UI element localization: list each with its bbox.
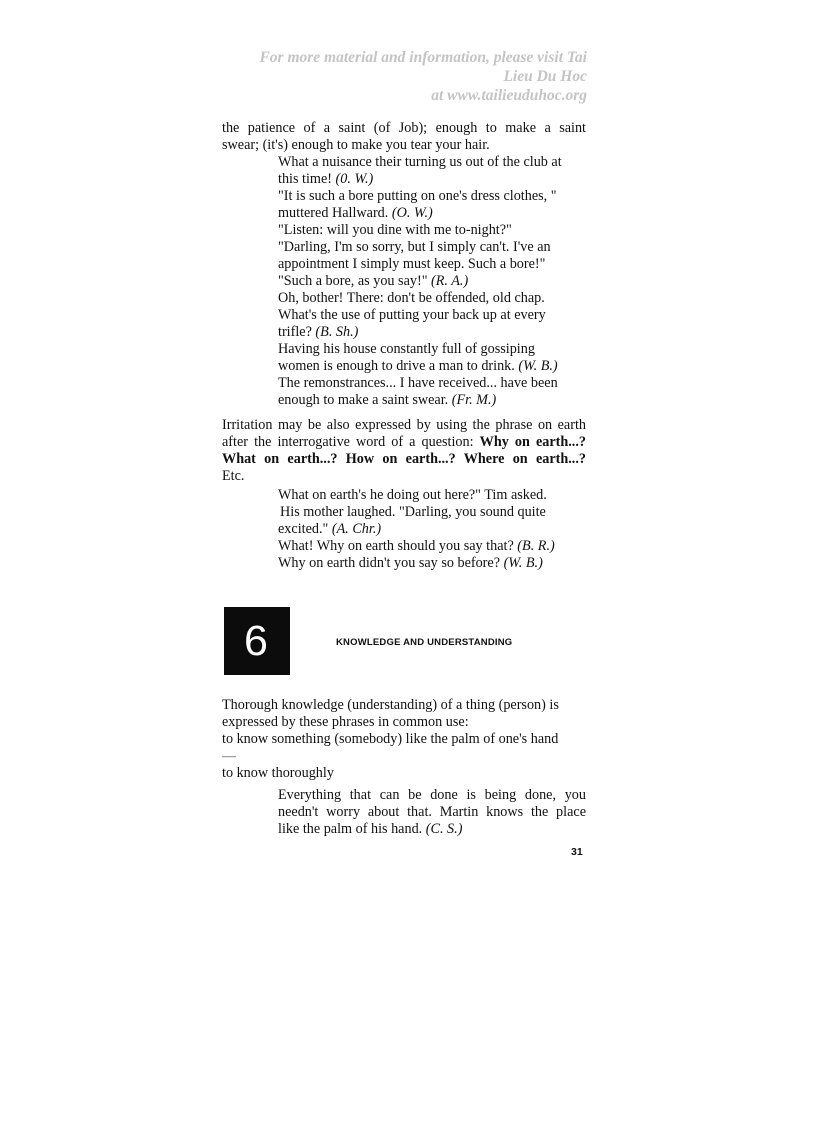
example-line: [278, 538, 555, 555]
example-line: [278, 188, 562, 205]
example-line: [278, 504, 555, 521]
text-line: to know something (somebody) like the palm of one's hand: [222, 731, 559, 747]
example-line: [278, 392, 562, 409]
example-line: [278, 205, 562, 222]
text-bold: Why on earth...?: [479, 434, 586, 450]
example-line: [278, 804, 586, 821]
text-line: Etc.: [222, 468, 245, 484]
example-text: What's the use of putting your back up at every: [278, 307, 546, 323]
example-text: The remonstrances... I have received... have been: [278, 375, 558, 391]
text-line: expressed by these phrases in common use:: [222, 714, 469, 730]
watermark: [187, 48, 587, 105]
example-text: this time!: [278, 171, 336, 187]
example-line: [278, 821, 586, 838]
example-text: "It is such a bore putting on one's dress clothes, ": [278, 188, 557, 204]
example-line: [278, 239, 562, 256]
source-citation: (C. S.): [425, 821, 463, 837]
source-citation: (R. A.): [431, 273, 469, 289]
text-line: swear; (it's) enough to make you tear your hair.: [222, 137, 490, 153]
example-text: "Such a bore, as you say!": [278, 273, 432, 289]
text-line: [222, 434, 586, 451]
example-line: [278, 341, 562, 358]
example-text: "Darling, I'm so sorry, but I simply can't. I've an: [278, 239, 551, 255]
text-line: to know thoroughly: [222, 765, 334, 781]
example-text: What! Why on earth should you say that?: [278, 538, 518, 554]
example-text: What on earth's he doing out here?" Tim asked.: [278, 487, 547, 503]
source-citation: (B. Sh.): [315, 324, 359, 340]
example-text: excited.": [278, 521, 332, 537]
example-text: Oh, bother! There: don't be offended, old chap.: [278, 290, 545, 306]
irritation-paragraph: [222, 417, 586, 485]
example-block: [278, 487, 555, 572]
example-text: needn't worry about that. Martin knows the place: [278, 804, 586, 820]
example-line: [278, 555, 555, 572]
example-line: [278, 290, 562, 307]
example-line: [278, 171, 562, 188]
section-title: KNOWLEDGE AND UNDERSTANDING: [336, 637, 513, 648]
example-line: [278, 273, 562, 290]
example-text: appointment I simply must keep. Such a bore!": [278, 256, 546, 272]
text-plain: after the interrogative word of a question:: [222, 434, 480, 450]
watermark-line: at www.tailieuduhoc.org: [431, 87, 587, 104]
example-line: [278, 787, 586, 804]
source-citation: (B. R.): [517, 538, 555, 554]
text-line: Irritation may be also expressed by using the phrase on earth: [222, 417, 586, 433]
watermark-line: For more material and information, please visit Tai: [259, 49, 587, 66]
source-citation: (Fr. M.): [451, 392, 497, 408]
example-text: enough to make a saint swear.: [278, 392, 452, 408]
example-text: Everything that can be done is being done, you: [278, 787, 586, 803]
source-citation: (W. B.): [518, 358, 558, 374]
example-line: [278, 521, 555, 538]
example-block: [278, 787, 586, 838]
example-line: [278, 375, 562, 392]
page-number: 31: [571, 846, 583, 858]
example-text: Having his house constantly full of gossiping: [278, 341, 535, 357]
example-line: [278, 487, 555, 504]
example-text: women is enough to drive a man to drink.: [278, 358, 519, 374]
text-bold: What on earth...? How on earth...? Where on earth...?: [222, 451, 586, 467]
example-line: [278, 307, 562, 324]
example-text: muttered Hallward.: [278, 205, 392, 221]
example-block: [278, 154, 562, 409]
intro-paragraph: [222, 120, 586, 154]
example-line: [278, 324, 562, 341]
example-text: like the palm of his hand.: [278, 821, 426, 837]
example-text: His mother laughed. "Darling, you sound quite: [280, 504, 546, 520]
example-line: [278, 358, 562, 375]
example-text: trifle?: [278, 324, 316, 340]
text-line: Thorough knowledge (understanding) of a thing (person) is: [222, 697, 559, 713]
example-line: [278, 256, 562, 273]
text-line: the patience of a saint (of Job); enough to make a saint: [222, 120, 586, 136]
watermark-line: Lieu Du Hoc: [503, 68, 587, 85]
example-text: Why on earth didn't you say so before?: [278, 555, 504, 571]
definition-line: [222, 765, 586, 782]
example-text: "Listen: will you dine with me to-night?": [278, 222, 512, 238]
section-number: 6: [244, 617, 268, 665]
text-line: [222, 451, 586, 468]
section-number-badge: [224, 607, 290, 675]
knowledge-paragraph: [222, 697, 586, 748]
example-line: [278, 222, 562, 239]
example-text: What a nuisance their turning us out of the club at: [278, 154, 562, 170]
source-citation: (O. W.): [391, 205, 433, 221]
em-dash: —: [222, 749, 236, 764]
source-citation: (A. Chr.): [331, 521, 382, 537]
example-line: [278, 154, 562, 171]
source-citation: (W. B.): [503, 555, 543, 571]
source-citation: (0. W.): [335, 171, 374, 187]
